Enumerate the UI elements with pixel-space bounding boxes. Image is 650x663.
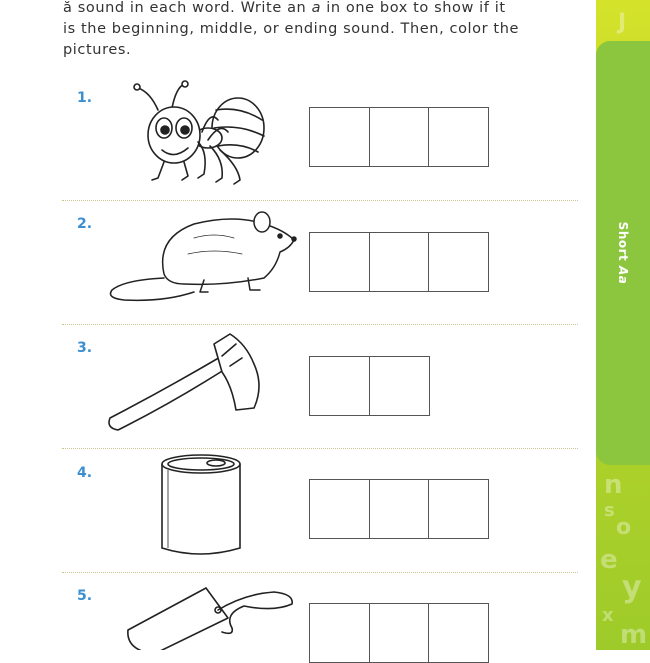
sound-box[interactable] xyxy=(309,232,370,292)
strip-decoration: m xyxy=(620,620,648,650)
sound-box[interactable] xyxy=(309,107,370,167)
item-number: 5. xyxy=(77,588,93,604)
can-icon xyxy=(158,452,244,560)
sound-box[interactable] xyxy=(309,603,370,663)
row-separator xyxy=(62,324,578,325)
sound-box[interactable] xyxy=(309,356,370,416)
strip-decoration: n xyxy=(604,470,623,500)
section-tab-label: Short Aa xyxy=(616,221,630,285)
sound-boxes xyxy=(309,232,489,292)
instructions xyxy=(63,0,563,61)
sound-box[interactable] xyxy=(428,479,489,539)
strip-decoration: J xyxy=(618,10,627,35)
sound-box[interactable] xyxy=(428,232,489,292)
instructions-line-1: ă sound in each word. Write an a in one box to show if it xyxy=(63,0,506,16)
rat-icon xyxy=(104,208,304,308)
sound-boxes xyxy=(309,479,489,539)
sound-box[interactable] xyxy=(369,232,430,292)
strip-decoration: y xyxy=(622,570,642,605)
item-number: 4. xyxy=(77,465,93,481)
item-number: 1. xyxy=(77,90,93,106)
sound-box[interactable] xyxy=(428,107,489,167)
sound-box[interactable] xyxy=(309,479,370,539)
tag-icon xyxy=(124,584,296,650)
row-separator xyxy=(62,448,578,449)
sound-box[interactable] xyxy=(428,603,489,663)
ax-icon xyxy=(104,330,284,434)
instructions-line-2: is the beginning, middle, or ending sound. Then, color the xyxy=(63,21,520,37)
sound-boxes xyxy=(309,107,489,167)
row-separator xyxy=(62,200,578,201)
sound-box[interactable] xyxy=(369,479,430,539)
strip-decoration: x xyxy=(602,605,614,626)
sound-boxes xyxy=(309,356,430,416)
sound-box[interactable] xyxy=(369,356,430,416)
item-number: 2. xyxy=(77,216,93,232)
strip-decoration: s xyxy=(604,500,615,521)
strip-decoration: o xyxy=(616,515,632,540)
sound-box[interactable] xyxy=(369,107,430,167)
row-separator xyxy=(62,572,578,573)
sound-box[interactable] xyxy=(369,603,430,663)
strip-decoration: e xyxy=(600,545,618,575)
ant-icon xyxy=(128,80,268,190)
sound-boxes xyxy=(309,603,489,663)
instructions-line-3: pictures. xyxy=(63,42,132,58)
item-number: 3. xyxy=(77,340,93,356)
